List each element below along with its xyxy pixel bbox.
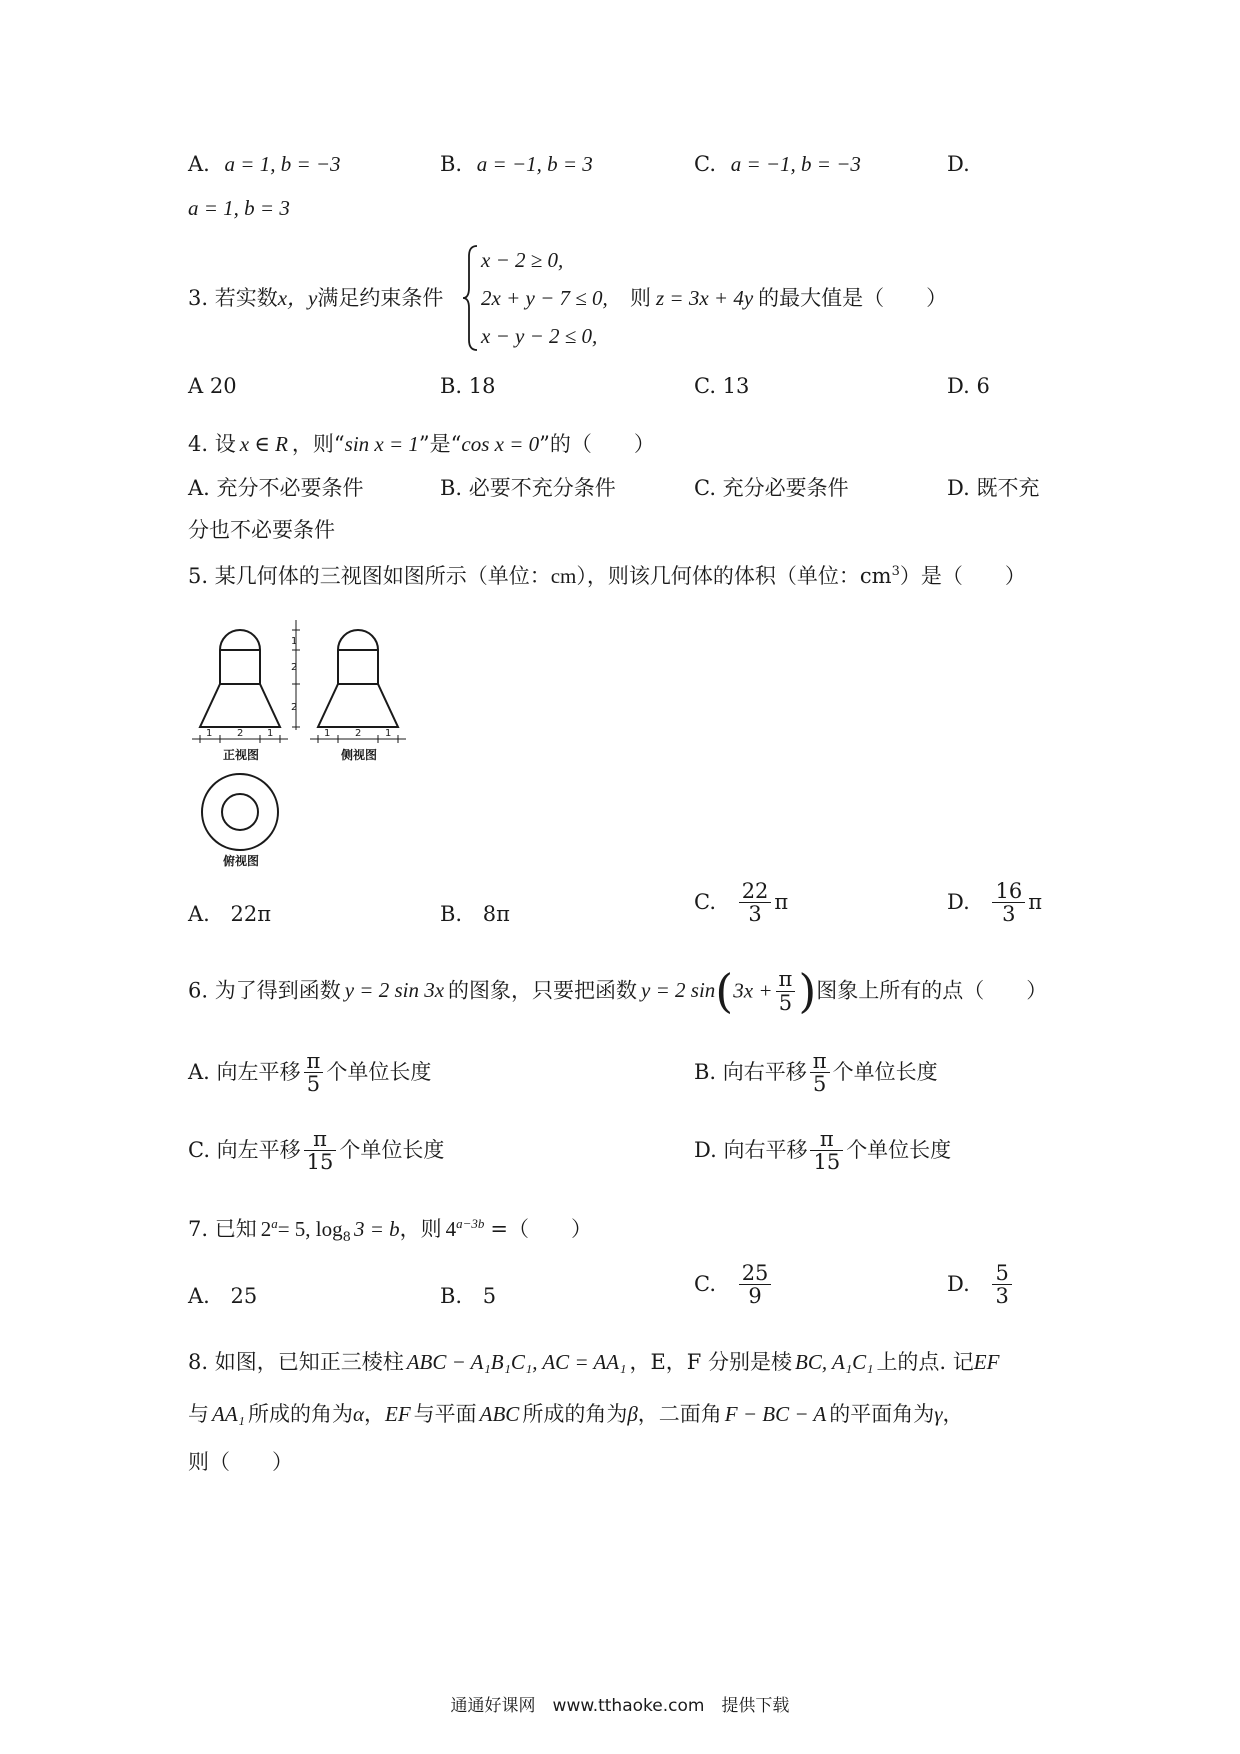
option-text: a = −1, b = −3 (730, 152, 861, 176)
numerator: π (810, 1050, 830, 1073)
q2-option-d: a = 1, b = 3 (188, 196, 290, 220)
q7-option-d (947, 1262, 1015, 1307)
fig-dim-2: 2 (291, 662, 298, 673)
stem-text: 的最大值是（ ） (758, 286, 948, 310)
q2-option-a (188, 152, 341, 177)
option-label: A. (188, 902, 210, 926)
option-text: 5 (482, 1284, 497, 1308)
option-label: D. (947, 1271, 970, 1296)
q5-option-d (947, 880, 1042, 925)
stem-text: ），则该几何体的体积（单位： (576, 564, 860, 588)
numerator: 22 (739, 880, 772, 903)
math-dihedral: F − BC − A (724, 1402, 827, 1426)
numerator: π (776, 968, 796, 991)
stem-text: 6. 为了得到函数 (188, 978, 341, 1003)
stem-text: 与 (188, 1402, 209, 1426)
power-exponent: a−3b (456, 1216, 485, 1231)
three-view-figure (192, 620, 422, 870)
q3-stem-prefix (188, 286, 443, 311)
q3-option-b: B. 18 (440, 374, 496, 398)
math-text: = 5, log (277, 1217, 343, 1241)
stem-text: ，二面角 (637, 1402, 722, 1426)
q7-stem (188, 1216, 592, 1246)
math-vars: x，y (277, 286, 318, 310)
numerator: 16 (992, 880, 1025, 903)
math-beta: β (627, 1402, 638, 1426)
q5-option-c (694, 880, 788, 925)
page-footer: 通通好课网 www.tthaoke.com 提供下载 (450, 1696, 790, 1716)
fig-width-3: 1 (385, 728, 392, 739)
option-text: A. 向左平移 (188, 1059, 301, 1084)
numerator: 25 (739, 1262, 772, 1285)
option-label: D. (947, 889, 970, 914)
math-prism: ABC − A₁B₁C₁, AC = AA₁ (406, 1350, 627, 1374)
option-label: C. (694, 152, 716, 176)
stem-text: ”的（ ） (539, 432, 655, 456)
fraction (304, 1128, 337, 1173)
front-view-label: 正视图 (223, 748, 260, 762)
q7-option-b (440, 1284, 496, 1309)
function-2-arg: 3x + (733, 978, 773, 1003)
fig-width-1: 1 (206, 728, 213, 739)
fig-width-3: 1 (267, 728, 274, 739)
left-paren: ( (715, 964, 734, 1018)
stem-text: 则 (630, 286, 651, 310)
numerator: π (304, 1128, 337, 1151)
option-label: B. (440, 1284, 463, 1308)
stem-text: ”是“ (418, 432, 462, 456)
denominator: 5 (813, 1072, 827, 1097)
side-view (318, 630, 398, 727)
q4-option-c: C. 充分必要条件 (694, 476, 849, 500)
q2-option-d-label: D. (947, 152, 970, 176)
fig-width-1: 1 (324, 728, 331, 739)
option-text: C. 向左平移 (188, 1137, 301, 1162)
option-text: a = −1, b = 3 (476, 152, 593, 176)
q4-option-b: B. 必要不充分条件 (440, 476, 616, 500)
q3-option-a: A 20 (188, 374, 237, 398)
fraction (304, 1050, 324, 1095)
option-label: A. (188, 152, 210, 176)
stem-text: 所成的角为 (522, 1402, 628, 1426)
denominator: 5 (778, 990, 793, 1015)
objective-expression: z = 3x + 4y (656, 286, 754, 310)
math-alpha: α (352, 1402, 364, 1426)
fraction (992, 1262, 1011, 1307)
denominator: 3 (1002, 902, 1016, 927)
q6-stem (188, 964, 1048, 1018)
stem-text: 的图象，只要把函数 (448, 978, 638, 1003)
numerator: 5 (992, 1262, 1011, 1285)
unit: cm (550, 564, 577, 588)
function-1: y = 2 sin 3x (344, 978, 445, 1003)
fraction (739, 1262, 772, 1307)
unit: cm (859, 564, 892, 588)
numerator: π (304, 1050, 324, 1073)
q5-stem (188, 564, 1026, 589)
option-label: B. (440, 152, 463, 176)
option-label: C. (694, 889, 716, 914)
fraction (776, 968, 796, 1013)
q3-constraint-2: 2x + y − 7 ≤ 0, (481, 286, 608, 310)
function-2: y = 2 sin (641, 978, 716, 1003)
q6-option-c (188, 1128, 444, 1173)
unit-exponent: 3 (891, 564, 900, 579)
numerator: π (810, 1128, 843, 1151)
stem-text: ，E，F 分别是棱 (629, 1350, 793, 1374)
denominator: 3 (748, 902, 762, 927)
option-label: C. (694, 1271, 716, 1296)
power-base: 4 (445, 1217, 457, 1241)
denominator: 5 (306, 1072, 321, 1097)
log-base: 8 (342, 1230, 351, 1246)
fig-dim-3: 2 (291, 702, 298, 713)
stem-text: 8. 如图，已知正三棱柱 (188, 1350, 404, 1374)
stem-text: 5. 某几何体的三视图如图所示（单位： (188, 564, 551, 588)
q6-option-d (694, 1128, 951, 1173)
fraction (739, 880, 772, 925)
denominator: 9 (748, 1284, 762, 1309)
math-gamma: γ (934, 1402, 943, 1426)
power-base: 2 (260, 1217, 272, 1241)
fraction (810, 1128, 843, 1173)
stem-text: 图象上所有的点（ ） (816, 978, 1048, 1003)
fig-width-2: 2 (355, 728, 362, 739)
q6-option-b (694, 1050, 938, 1095)
option-label: B. (440, 902, 463, 926)
stem-text: 所成的角为 (247, 1402, 353, 1426)
q2-option-b (440, 152, 593, 177)
q8-line-1 (188, 1350, 999, 1375)
right-paren: ) (798, 964, 817, 1018)
q3-constraint-1: x − 2 ≥ 0, (481, 248, 564, 272)
q3-option-c: C. 13 (694, 374, 750, 398)
fraction (992, 880, 1025, 925)
math-edges: BC, A₁C₁ (795, 1350, 874, 1374)
q4-option-d-continued: 分也不必要条件 (188, 518, 335, 542)
q4-stem (188, 432, 655, 457)
q8-line-3: 则（ ） (188, 1450, 293, 1474)
side-view-label: 侧视图 (341, 748, 378, 762)
q8-line-2 (188, 1402, 964, 1427)
option-text: 个单位长度 (832, 1059, 938, 1084)
q3-constraint-3: x − y − 2 ≤ 0, (481, 324, 598, 348)
math-ef: EF (973, 1350, 1000, 1374)
math-text: 3 = b (353, 1217, 400, 1241)
top-view-label: 俯视图 (223, 854, 260, 868)
condition-1: sin x = 1 (344, 432, 419, 456)
front-view (200, 630, 280, 727)
fig-dim-1: 1 (291, 636, 298, 647)
option-text: D. 向右平移 (694, 1137, 808, 1162)
q6-option-a (188, 1050, 431, 1095)
q7-option-c (694, 1262, 774, 1307)
stem-text: 7. 已知 (188, 1217, 257, 1241)
q2-option-c (694, 152, 861, 177)
stem-text: 的平面角为 (829, 1402, 935, 1426)
stem-text: 上的点. 记 (876, 1350, 974, 1374)
option-text: 25 (230, 1284, 258, 1308)
option-text: 8π (482, 902, 510, 926)
pi-symbol: π (774, 889, 789, 914)
stem-text: 满足约束条件 (317, 286, 444, 310)
math-abc: ABC (479, 1402, 520, 1426)
q4-option-d: D. 既不充 (947, 476, 1040, 500)
option-text: 个单位长度 (326, 1059, 432, 1084)
option-text: a = 1, b = −3 (224, 152, 341, 176)
stem-text: 与平面 (413, 1402, 477, 1426)
q3-stem-suffix (630, 286, 947, 311)
fig-width-2: 2 (237, 728, 244, 739)
pi-symbol: π (1028, 889, 1042, 914)
power-exponent: a (271, 1216, 278, 1231)
option-text: B. 向右平移 (694, 1059, 807, 1084)
q5-option-a (188, 902, 271, 927)
stem-text: ，则 (399, 1217, 442, 1241)
option-text: 个单位长度 (846, 1137, 952, 1162)
fraction (810, 1050, 830, 1095)
stem-text: ， (364, 1402, 385, 1426)
denominator: 15 (306, 1150, 334, 1175)
math-set: x ∈ R (239, 432, 288, 456)
condition-2: cos x = 0 (461, 432, 540, 456)
denominator: 3 (995, 1284, 1009, 1309)
q4-option-a: A. 充分不必要条件 (188, 476, 364, 500)
option-label: A. (188, 1284, 210, 1308)
stem-text: =（ ） (490, 1217, 592, 1241)
option-text: 个单位长度 (339, 1137, 445, 1162)
top-view (202, 774, 278, 850)
math-aa1: AA₁ (212, 1402, 245, 1426)
left-brace-icon (462, 244, 480, 352)
denominator: 15 (813, 1150, 841, 1175)
stem-text: ， (942, 1402, 964, 1426)
stem-text: 4. 设 (188, 432, 236, 456)
option-text: 22π (230, 902, 272, 926)
stem-text: ）是（ ） (899, 564, 1026, 588)
q5-option-b (440, 902, 510, 927)
math-ef: EF (385, 1402, 411, 1426)
stem-text: ，则“ (291, 432, 345, 456)
stem-text: 3. 若实数 (188, 286, 278, 310)
q7-option-a (188, 1284, 257, 1309)
q3-option-d: D. 6 (947, 374, 990, 398)
